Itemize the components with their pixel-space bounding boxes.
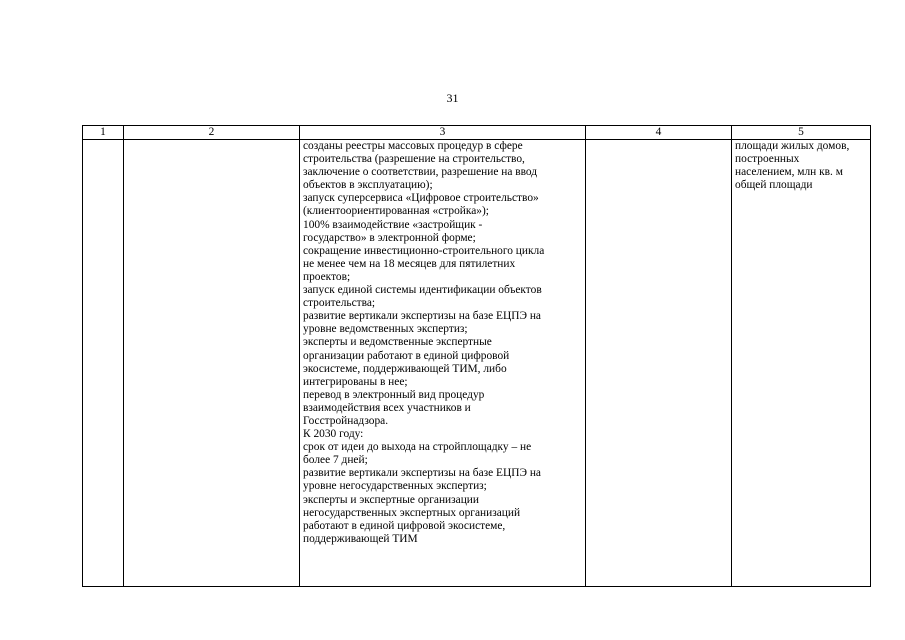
- text-line: сокращение инвестиционно-строительного цикла: [303, 244, 545, 257]
- text-line: площади жилых домов,: [735, 140, 850, 152]
- text-line: запуск единой системы идентификации объектов: [303, 284, 542, 297]
- text-line: срок от идеи до выхода на стройплощадку – не: [303, 441, 532, 454]
- cell-col-4: [586, 140, 732, 587]
- text-line: Госстройнадзора.: [303, 414, 389, 427]
- cell-col-1: [83, 140, 124, 587]
- text-line: организации работают в единой цифровой: [303, 349, 510, 362]
- text-line: 100% взаимодействие «застройщик -: [303, 218, 483, 231]
- document-table: [82, 125, 871, 587]
- cell-col-5: [732, 140, 871, 587]
- text-line: строительства;: [303, 297, 376, 310]
- text-line: уровне негосударственных экспертиз;: [303, 480, 487, 493]
- text-line: эксперты и ведомственные экспертные: [303, 336, 492, 349]
- text-line: населением, млн кв. м: [735, 166, 843, 179]
- text-line: экосистеме, поддерживающей ТИМ, либо: [303, 362, 507, 375]
- text-line: развитие вертикали экспертизы на базе ЕЦПЭ на: [303, 467, 541, 480]
- table-row: [83, 140, 871, 587]
- text-line: работают в единой цифровой экосистеме,: [303, 519, 506, 532]
- text-line: развитие вертикали экспертизы на базе ЕЦПЭ на: [303, 310, 541, 323]
- text-line: поддерживающей ТИМ: [303, 532, 418, 545]
- text-line: построенных: [735, 153, 800, 166]
- header-col-5: 5: [732, 126, 871, 140]
- text-line: объектов в эксплуатацию);: [303, 179, 433, 192]
- text-line: (клиентоориентированная «стройка»);: [303, 205, 489, 218]
- header-col-3: 3: [300, 126, 586, 140]
- text-line: интегрированы в нее;: [303, 375, 408, 388]
- text-line: уровне ведомственных экспертиз;: [303, 323, 468, 336]
- header-col-1: 1: [83, 126, 124, 140]
- text-line: строительства (разрешение на строительство,: [303, 153, 525, 166]
- text-line: не менее чем на 18 месяцев для пятилетних: [303, 257, 516, 270]
- header-col-4: 4: [586, 126, 732, 140]
- text-line: негосударственных экспертных организаций: [303, 506, 521, 519]
- text-line: взаимодействия всех участников и: [303, 401, 471, 414]
- page-number: 31: [446, 91, 459, 105]
- text-line: запуск суперсервиса «Цифровое строительство»: [303, 192, 539, 205]
- text-line: созданы реестры массовых процедур в сфере: [303, 140, 523, 152]
- text-line: более 7 дней;: [303, 454, 368, 467]
- cell-col-3: [300, 140, 586, 587]
- text-line: перевод в электронный вид процедур: [303, 388, 485, 401]
- header-col-2: 2: [124, 126, 300, 140]
- table-header-row: [83, 126, 871, 140]
- cell-col-2: [124, 140, 300, 587]
- text-line: общей площади: [735, 179, 813, 192]
- text-line: проектов;: [303, 270, 351, 283]
- text-line: заключение о соответствии, разрешение на ввод: [303, 166, 538, 179]
- text-line: государство» в электронной форме;: [303, 231, 476, 244]
- text-line: эксперты и экспертные организации: [303, 493, 479, 506]
- text-line: К 2030 году:: [303, 428, 364, 441]
